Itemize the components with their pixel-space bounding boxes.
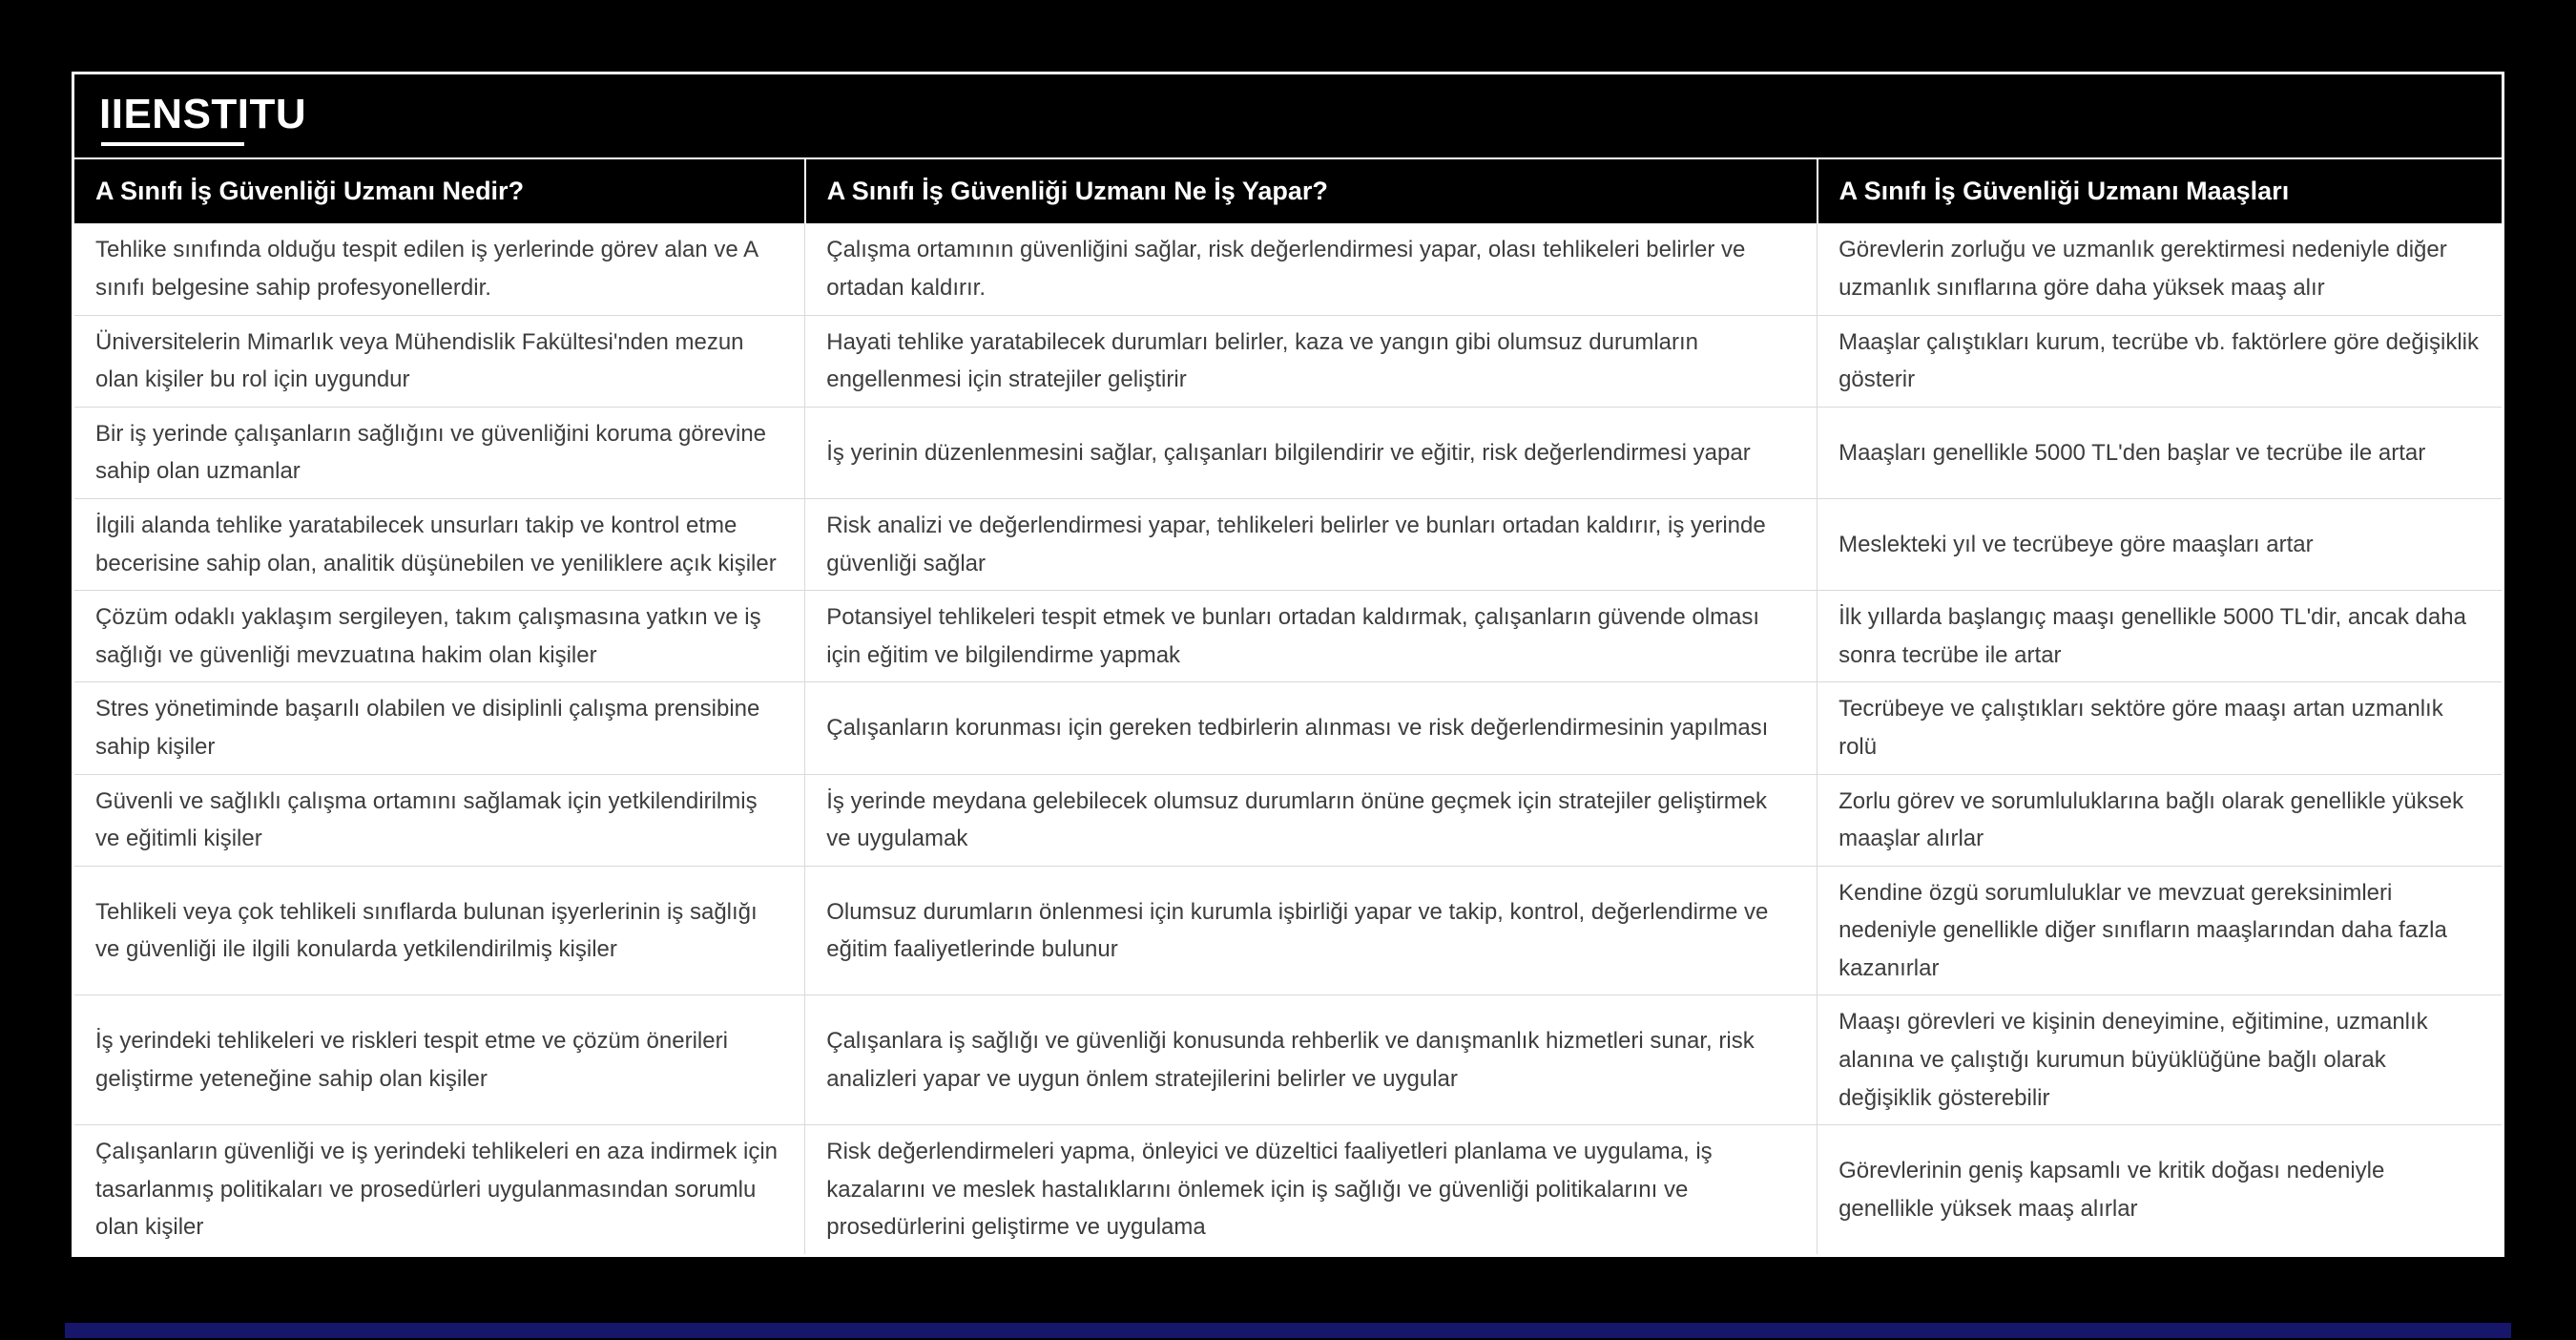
table-cell: Tehlikeli veya çok tehlikeli sınıflarda bulunan işyerlerinin iş sağlığı ve güvenliği ile ilgili konularda yetkilendirilmiş kişiler	[74, 866, 805, 995]
table-cell: Tecrübeye ve çalıştıkları sektöre göre maaşı artan uzmanlık rolü	[1818, 682, 2502, 774]
table-cell: Bir iş yerinde çalışanların sağlığını ve güvenliğini koruma görevine sahip olan uzmanlar	[74, 407, 805, 498]
table-cell: İlgili alanda tehlike yaratabilecek unsurları takip ve kontrol etme becerisine sahip olan, analitik düşünebilen ve yeniliklere açık kişiler	[74, 498, 805, 590]
table-cell: Çalışanların güvenliği ve iş yerindeki tehlikeleri en aza indirmek için tasarlanmış politikaları ve prosedürleri uygulanmasından sorumlu olan kişiler	[74, 1125, 805, 1254]
table-cell: Kendine özgü sorumluluklar ve mevzuat gereksinimleri nedeniyle genellikle diğer sınıfların maaşlarından daha fazla kazanırlar	[1818, 866, 2502, 995]
table-cell: Maaşlar çalıştıkları kurum, tecrübe vb. faktörlere göre değişiklik gösterir	[1818, 315, 2502, 407]
bottom-accent-bar	[65, 1323, 2511, 1338]
table-cell: Üniversitelerin Mimarlık veya Mühendislik Fakültesi'nden mezun olan kişiler bu rol için uygundur	[74, 315, 805, 407]
table-cell: İş yerinde meydana gelebilecek olumsuz durumların önüne geçmek için stratejiler geliştirmek ve uygulamak	[805, 774, 1818, 866]
table-cell: Görevlerinin geniş kapsamlı ve kritik doğası nedeniyle genellikle yüksek maaş alırlar	[1818, 1125, 2502, 1254]
table-row	[74, 591, 2502, 682]
table-cell: Çözüm odaklı yaklaşım sergileyen, takım çalışmasına yatkın ve iş sağlığı ve güvenliği mevzuatına hakim olan kişiler	[74, 591, 805, 682]
table-header-row	[74, 158, 2502, 223]
table-row	[74, 315, 2502, 407]
brand-title: IIENSTITU	[99, 91, 307, 137]
table-cell: Maaşı görevleri ve kişinin deneyimine, eğitimine, uzmanlık alanına ve çalıştığı kurumun büyüklüğüne bağlı olarak değişiklik gösterebilir	[1818, 995, 2502, 1125]
table-cell: Çalışanlara iş sağlığı ve güvenliği konusunda rehberlik ve danışmanlık hizmetleri sunar, risk analizleri yapar ve uygun önlem stratejilerini belirler ve uygular	[805, 995, 1818, 1125]
table-row	[74, 223, 2502, 315]
column-header-ne-is-yapar: A Sınıfı İş Güvenliği Uzmanı Ne İş Yapar?	[805, 158, 1818, 223]
table-cell: Görevlerin zorluğu ve uzmanlık gerektirmesi nedeniyle diğer uzmanlık sınıflarına göre daha yüksek maaş alır	[1818, 223, 2502, 315]
table-row	[74, 1125, 2502, 1254]
table-cell: Maaşları genellikle 5000 TL'den başlar ve tecrübe ile artar	[1818, 407, 2502, 498]
brand-bar	[74, 74, 2502, 157]
brand-underline	[101, 142, 244, 146]
table-cell: Çalışma ortamının güvenliğini sağlar, risk değerlendirmesi yapar, olası tehlikeleri belirler ve ortadan kaldırır.	[805, 223, 1818, 315]
table-cell: Potansiyel tehlikeleri tespit etmek ve bunları ortadan kaldırmak, çalışanların güvende olması için eğitim ve bilgilendirme yapmak	[805, 591, 1818, 682]
table-frame	[72, 72, 2504, 1257]
table-cell: Hayati tehlike yaratabilecek durumları belirler, kaza ve yangın gibi olumsuz durumların engellenmesi için stratejiler geliştirir	[805, 315, 1818, 407]
table-cell: Zorlu görev ve sorumluluklarına bağlı olarak genellikle yüksek maaşlar alırlar	[1818, 774, 2502, 866]
info-table	[74, 157, 2502, 1254]
column-header-maaslari: A Sınıfı İş Güvenliği Uzmanı Maaşları	[1818, 158, 2502, 223]
table-cell: Risk analizi ve değerlendirmesi yapar, tehlikeleri belirler ve bunları ortadan kaldırır, iş yerinde güvenliği sağlar	[805, 498, 1818, 590]
table-cell: Tehlike sınıfında olduğu tespit edilen iş yerlerinde görev alan ve A sınıfı belgesine sahip profesyonellerdir.	[74, 223, 805, 315]
table-cell: İş yerinin düzenlenmesini sağlar, çalışanları bilgilendirir ve eğitir, risk değerlendirmesi yapar	[805, 407, 1818, 498]
table-row	[74, 498, 2502, 590]
table-row	[74, 995, 2502, 1125]
table-cell: İlk yıllarda başlangıç maaşı genellikle 5000 TL'dir, ancak daha sonra tecrübe ile artar	[1818, 591, 2502, 682]
table-cell: Olumsuz durumların önlenmesi için kurumla işbirliği yapar ve takip, kontrol, değerlendirme ve eğitim faaliyetlerinde bulunur	[805, 866, 1818, 995]
table-row	[74, 774, 2502, 866]
table-cell: Çalışanların korunması için gereken tedbirlerin alınması ve risk değerlendirmesinin yapılması	[805, 682, 1818, 774]
table-cell: Güvenli ve sağlıklı çalışma ortamını sağlamak için yetkilendirilmiş ve eğitimli kişiler	[74, 774, 805, 866]
column-header-nedir: A Sınıfı İş Güvenliği Uzmanı Nedir?	[74, 158, 805, 223]
table-cell: Meslekteki yıl ve tecrübeye göre maaşları artar	[1818, 498, 2502, 590]
table-cell: İş yerindeki tehlikeleri ve riskleri tespit etme ve çözüm önerileri geliştirme yeteneğine sahip olan kişiler	[74, 995, 805, 1125]
table-row	[74, 682, 2502, 774]
table-row	[74, 407, 2502, 498]
table-cell: Risk değerlendirmeleri yapma, önleyici ve düzeltici faaliyetleri planlama ve uygulama, iş kazalarını ve meslek hastalıklarını önlemek için iş sağlığı ve güvenliği politikalarını ve prosedürlerini geliştirme ve uygulama	[805, 1125, 1818, 1254]
table-row	[74, 866, 2502, 995]
table-cell: Stres yönetiminde başarılı olabilen ve disiplinli çalışma prensibine sahip kişiler	[74, 682, 805, 774]
